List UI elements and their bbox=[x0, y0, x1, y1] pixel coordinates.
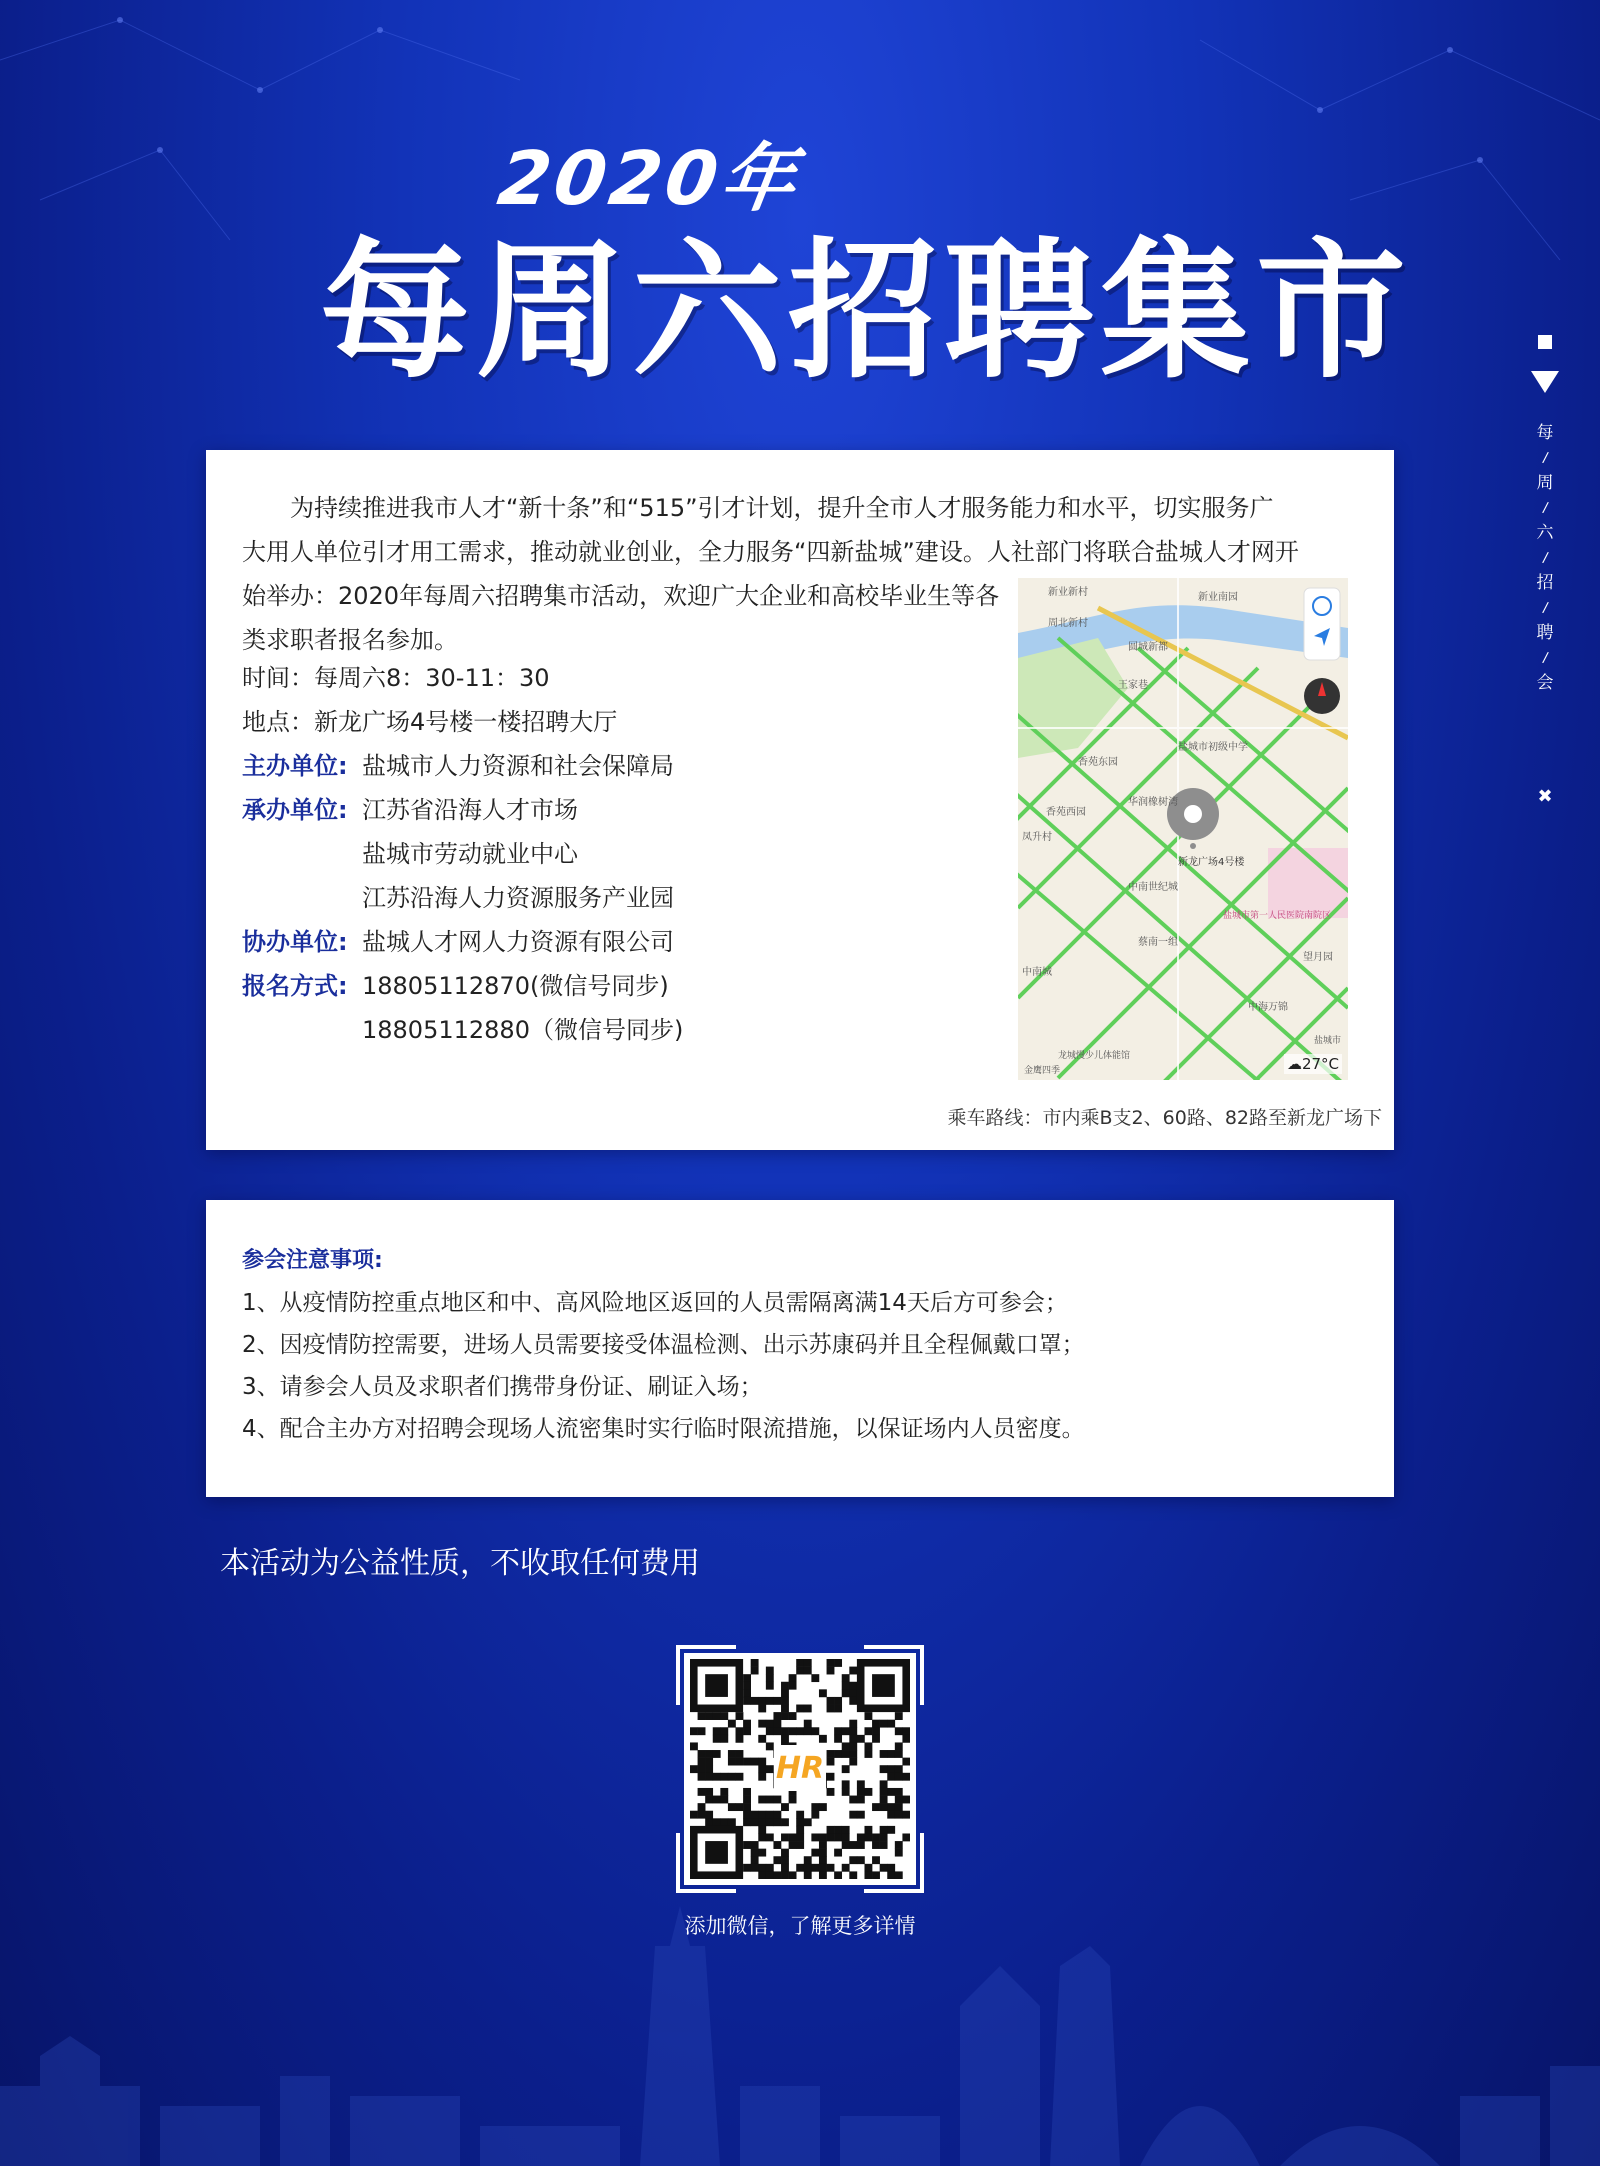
qr-code-frame[interactable] bbox=[676, 1645, 924, 1893]
notice-card bbox=[206, 1200, 1394, 1497]
signup-row bbox=[242, 964, 683, 1008]
signup-phone[interactable]: 18805112880（微信号同步) bbox=[362, 1016, 684, 1044]
title-block bbox=[320, 120, 1413, 420]
co-organizer-label: 协办单位: bbox=[242, 928, 348, 956]
map-label: 盐城市 bbox=[1314, 1036, 1342, 1046]
side-nav-char: 招 bbox=[1536, 573, 1554, 593]
signup-phone[interactable]: 18805112870(微信号同步) bbox=[362, 972, 669, 1000]
intro-line: 类求职者报名参加。 bbox=[242, 626, 458, 654]
map-label: 中海万锦 bbox=[1248, 1002, 1288, 1013]
hr-logo-icon bbox=[774, 1745, 826, 1791]
slash-icon: / bbox=[1541, 649, 1549, 667]
organizer-row bbox=[242, 788, 683, 832]
triangle-down-icon bbox=[1531, 371, 1559, 393]
notice-list bbox=[242, 1240, 1085, 1450]
co-organizer-value: 盐城人才网人力资源有限公司 bbox=[362, 928, 674, 956]
organizer-label: 承办单位: bbox=[242, 796, 348, 824]
map-label: 龙城慢少儿体能馆 bbox=[1058, 1051, 1131, 1061]
map-label: 香苑东园 bbox=[1078, 757, 1118, 768]
map-graphic bbox=[1018, 578, 1348, 1080]
map-label: 周北新村 bbox=[1048, 618, 1088, 629]
organizer-value: 江苏沿海人力资源服务产业园 bbox=[362, 884, 674, 912]
free-notice: 本活动为公益性质，不收取任何费用 bbox=[220, 1546, 700, 1581]
cloud-icon: ☁ bbox=[1286, 1055, 1302, 1073]
organizer-value: 盐城市劳动就业中心 bbox=[362, 840, 578, 868]
map-label: 中南世纪城 bbox=[1128, 882, 1178, 893]
location-map[interactable] bbox=[1018, 578, 1348, 1080]
map-label: 金鹰四季 bbox=[1024, 1066, 1061, 1076]
intro-line: 始举办：2020年每周六招聘集市活动，欢迎广大企业和高校毕业生等各 bbox=[242, 582, 1000, 610]
intro-line: 为持续推进我市人才“新十条”和“515”引才计划，提升全市人才服务能力和水平，切实服务广 bbox=[290, 494, 1274, 522]
host-label: 主办单位: bbox=[242, 752, 348, 780]
map-label: 中南城 bbox=[1022, 967, 1052, 978]
map-label: 盐城市第一人民医院南院区 bbox=[1223, 911, 1332, 921]
map-label: 新业南园 bbox=[1198, 592, 1238, 603]
map-label: 圆城新都 bbox=[1128, 642, 1168, 653]
side-nav-char: 周 bbox=[1536, 473, 1554, 493]
slash-icon: / bbox=[1541, 599, 1549, 617]
slash-icon: / bbox=[1541, 499, 1549, 517]
notice-item: 3、请参会人员及求职者们携带身份证、刷证入场； bbox=[242, 1374, 763, 1400]
side-nav bbox=[1530, 335, 1560, 807]
side-nav-char: 会 bbox=[1536, 673, 1554, 693]
event-time: 时间：每周六8：30-11：30 bbox=[242, 664, 550, 692]
qr-code[interactable] bbox=[684, 1653, 916, 1885]
co-organizer-row bbox=[242, 920, 683, 964]
organizer-value: 江苏省沿海人才市场 bbox=[362, 796, 578, 824]
map-label: 华润橡树湾 bbox=[1128, 797, 1178, 808]
signup-label: 报名方式: bbox=[242, 972, 348, 1000]
title-year: 2020年 bbox=[493, 136, 806, 222]
map-label: 王家巷 bbox=[1118, 680, 1148, 691]
side-nav-char: 六 bbox=[1536, 523, 1554, 543]
notice-title: 参会注意事项: bbox=[242, 1248, 383, 1273]
side-nav-char: 每 bbox=[1536, 423, 1554, 443]
map-label: 蔡南一组 bbox=[1138, 937, 1178, 948]
qr-caption: 添加微信，了解更多详情 bbox=[684, 1914, 916, 1938]
close-icon[interactable]: ✖ bbox=[1537, 786, 1553, 807]
weather-badge bbox=[1284, 1054, 1342, 1074]
map-label: 望月园 bbox=[1303, 952, 1333, 963]
map-label: 新龙广场4号楼 bbox=[1178, 857, 1245, 868]
host-row bbox=[242, 744, 683, 788]
side-nav-char: 聘 bbox=[1536, 623, 1554, 643]
notice-item: 4、配合主办方对招聘会现场人流密集时实行临时限流措施，以保证场内人员密度。 bbox=[242, 1416, 1085, 1442]
slash-icon: / bbox=[1541, 549, 1549, 567]
bus-route: 乘车路线：市内乘B支2、60路、82路至新龙广场下 bbox=[947, 1107, 1382, 1129]
host-value: 盐城市人力资源和社会保障局 bbox=[362, 752, 674, 780]
map-label: 香苑西园 bbox=[1046, 807, 1086, 818]
map-label: 凤升村 bbox=[1022, 832, 1052, 843]
event-place: 地点：新龙广场4号楼一楼招聘大厅 bbox=[242, 708, 618, 736]
square-icon bbox=[1538, 335, 1552, 349]
map-label: 新业新村 bbox=[1048, 587, 1088, 598]
map-label: 盐城市初级中学 bbox=[1178, 742, 1248, 753]
notice-item: 1、从疫情防控重点地区和中、高风险地区返回的人员需隔离满14天后方可参会； bbox=[242, 1290, 1068, 1316]
city-skyline bbox=[0, 1886, 1600, 2166]
event-info-card bbox=[206, 450, 1394, 1150]
intro-line: 大用人单位引才用工需求，推动就业创业，全力服务“四新盐城”建设。人社部门将联合盐城人才网开 bbox=[242, 538, 1299, 566]
info-block bbox=[242, 656, 683, 1052]
weather-temp: 27°C bbox=[1301, 1055, 1339, 1073]
slash-icon: / bbox=[1541, 449, 1549, 467]
notice-item: 2、因疫情防控需要，进场人员需要接受体温检测、出示苏康码并且全程佩戴口罩； bbox=[242, 1332, 1085, 1358]
hr-logo-text: HR bbox=[775, 1750, 825, 1786]
title-main: 每周六招聘集市 bbox=[320, 223, 1413, 399]
